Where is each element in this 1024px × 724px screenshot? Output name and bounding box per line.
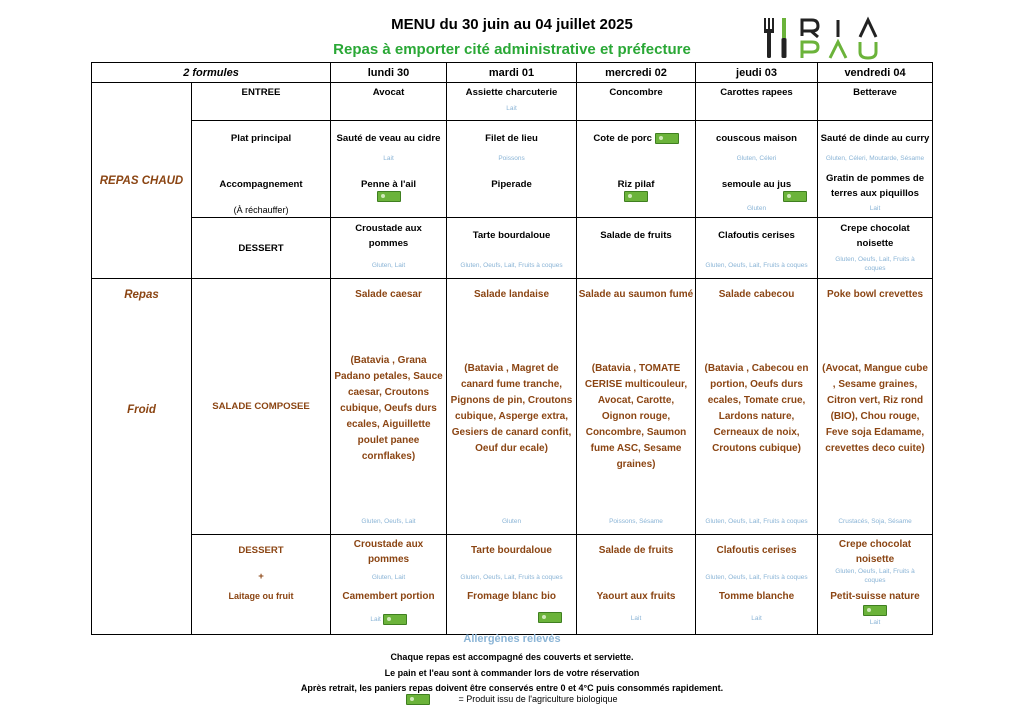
day-header: mercredi 02 [577,63,696,83]
allergens: Lait [370,616,381,624]
salad-name: Salade au saumon fumé [578,289,694,300]
allergens: Gluten, Oeufs, Lait, Fruits à coques [705,262,808,269]
plat-label: Plat principal [230,133,292,144]
bio-label-icon [624,191,648,202]
dessert-chaud-row [92,218,933,279]
menu-table [91,62,933,635]
allergens: Poissons [498,155,525,162]
dessert-froid-label: DESSERT [238,545,284,556]
menu-item: Filet de lieu [485,133,538,144]
menu-item: Croustade aux pommes [355,223,422,249]
menu-item: Piperade [491,179,532,190]
allergens: Gluten, Oeufs, Lait [361,518,416,525]
menu-item: Penne à l'ail [360,179,417,190]
dessert-item: Clafoutis cerises [716,545,797,556]
bio-label-icon [406,694,430,705]
repas-label: Repas [124,289,159,301]
salad-name: Salade caesar [355,289,422,300]
allergens: Gluten, Oeufs, Lait, Fruits à coques [460,574,563,581]
allergens: Lait [506,105,517,112]
allergens: Gluten, Oeufs, Lait, Fruits à coques [835,256,915,272]
ria-pau-logo [758,16,918,62]
laitage-label: Laitage ou fruit [228,591,294,601]
dessert-froid-label-cell [192,535,331,635]
salad-details: (Batavia , Magret de canard fume tranche, Pignons de pin, Croutons cubique, Asperge extra, Gesiers de canard confit, Oeuf dur ecale) [450,363,573,454]
menu-item: Avocat [372,87,405,98]
salade-label: SALADE COMPOSEE [212,401,310,412]
allergens-title: Allergènes relevés [463,633,561,645]
knife-icon [782,18,787,58]
froid-label: Froid [127,404,156,416]
allergens: Gluten, Oeufs, Lait, Fruits à coques [705,518,808,525]
dessert-froid-row [92,535,933,635]
repas-chaud-cell [92,83,192,279]
accompagnement-label: Accompagnement [219,179,303,190]
salad-details: (Batavia , TOMATE CERISE multicouleur, Avocat, Carotte, Oignon rouge, Concombre, Saumon fume ASC, Sesame graines) [584,363,688,470]
dessert-item: Salade de fruits [598,545,674,556]
bio-label-icon [538,612,562,623]
allergens: Gluten, Lait [371,574,406,581]
allergens: Lait [630,615,642,622]
day-header: lundi 30 [331,63,447,83]
dessert-label: DESSERT [238,242,284,254]
formules-header: 2 formules [92,63,331,83]
allergens: Gluten, Céleri, Moutarde, Sésame [825,155,925,162]
allergens: Gluten [501,518,522,525]
menu-item: Cote de porc [593,133,652,145]
dessert-item: Tarte bourdaloue [471,545,552,556]
repas-chaud-label: REPAS CHAUD [99,174,184,187]
menu-item: Sauté de veau au cidre [336,133,441,144]
bio-label-icon [383,614,407,625]
bio-label-icon [655,133,679,144]
menu-item: Salade de fruits [600,230,672,241]
day-header: mardi 01 [447,63,577,83]
bio-label-icon [783,191,807,202]
plat-accomp-row [92,121,933,218]
bio-legend-text: = Produit issu de l'agriculture biologique [458,694,618,704]
entree-row [92,83,933,121]
menu-item: Betterave [853,87,897,98]
repas-froid-cell [92,279,192,635]
salad-details: (Avocat, Mangue cube , Sesame graines, Citron vert, Riz rond (BIO), Chou rouge, Feve soja Edamame, crevettes deco cuite) [822,363,928,454]
menu-item: Tarte bourdaloue [472,230,551,241]
entree-label: ENTREE [241,87,281,98]
footer-line-2: Le pain et l'eau sont à commander lors de votre réservation [384,668,640,678]
allergens: Gluten, Céleri [736,155,777,162]
allergens: Lait [869,205,881,212]
allergens: Crustacés, Soja, Sésame [838,518,912,525]
salade-label-cell [192,279,331,535]
menu-item: Clafoutis cerises [718,230,795,241]
menu-item: couscous maison [715,133,798,144]
menu-item: Assiette charcuterie [465,87,558,98]
dessert-label-cell [192,218,331,279]
rechauffer-note: (À réchauffer) [233,205,289,215]
footer-line-1: Chaque repas est accompagné des couverts et serviette. [390,652,634,662]
plus-sign: + [258,571,264,582]
menu-item: Sauté de dinde au curry [820,133,930,144]
header-row [92,63,933,83]
dessert-item: Croustade aux pommes [353,539,424,565]
salad-name: Poke bowl crevettes [826,289,924,300]
laitage-item: Petit-suisse nature [830,591,920,602]
menu-item: Crepe chocolat noisette [840,223,910,249]
salad-name: Salade cabecou [718,289,795,300]
allergens: Gluten, Lait [371,262,406,269]
salad-name: Salade landaise [473,289,550,300]
allergens: Gluten, Oeufs, Lait, Fruits à coques [460,262,563,269]
allergens: Lait [869,619,881,626]
menu-item: Gratin de pommes de terres aux piquillos [825,173,925,199]
laitage-item: Fromage blanc bio [467,591,556,602]
fork-icon [764,18,774,58]
laitage-item: Camembert portion [342,591,435,602]
menu-item: Concombre [609,87,663,98]
allergens: Poissons, Sésame [609,518,663,525]
laitage-item: Tomme blanche [718,591,795,602]
bio-legend [0,694,1024,705]
salad-details: (Batavia , Grana Padano petales, Sauce caesar, Croutons cubique, Oeufs durs ecales, Aiguillette poulet panee cornflakes) [334,355,443,462]
allergens: Lait [751,615,762,622]
allergens: Gluten, Oeufs, Lait, Fruits à coques [835,568,915,584]
menu-item: semoule au jus [721,179,792,190]
page-title: MENU du 30 juin au 04 juillet 2025 [391,16,633,33]
page-subtitle: Repas à emporter cité administrative et préfecture [333,41,691,58]
day-header: jeudi 03 [696,63,818,83]
menu-item: Carottes rapees [720,87,793,98]
entree-label-cell [192,83,331,121]
salade-row [92,279,933,535]
laitage-item: Yaourt aux fruits [596,591,676,602]
allergens: Gluten, Oeufs, Lait, Fruits à coques [705,574,808,581]
bio-label-icon [377,191,401,202]
salad-details: (Batavia , Cabecou en portion, Oeufs durs ecales, Tomate crue, Lardons nature, Cerneaux de noix, Croutons cubique) [704,363,809,454]
allergens: Lait [383,155,394,162]
dessert-item: Crepe chocolat noisette [838,539,912,565]
bio-label-icon [863,605,887,616]
footer-line-3: Après retrait, les paniers repas doivent être conservés entre 0 et 4°C puis consommés rapidement. [300,683,724,693]
day-header: vendredi 04 [818,63,933,83]
menu-item: Riz pilaf [617,179,655,190]
allergens: Gluten [746,205,767,212]
